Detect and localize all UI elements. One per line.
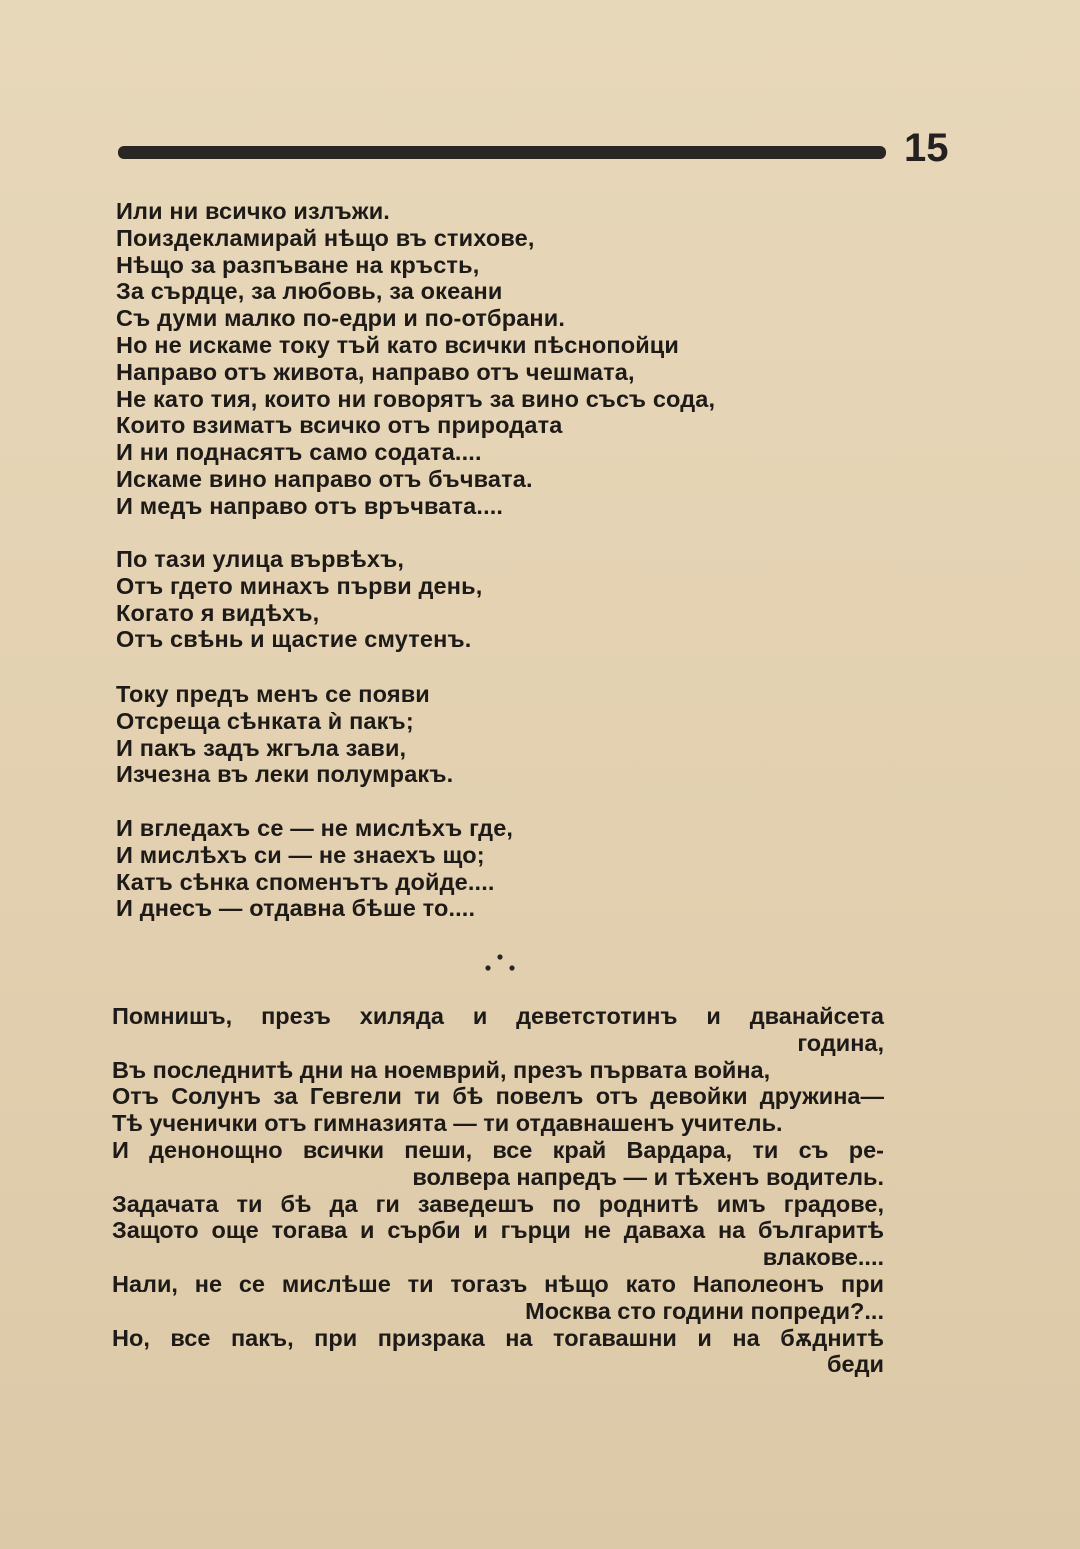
prose-line: И денонощно всички пеши, все край Вардара, ти съ ре- <box>112 1136 884 1163</box>
verse-line: И вгледахъ се — не мислѣхъ где, <box>116 815 514 841</box>
verse-line: Или ни всичко излъжи. <box>116 198 390 224</box>
verse-line: Изчезна въ леки полумракъ. <box>116 761 454 788</box>
verse-line: И днесъ — отдавна бѣше то.... <box>116 895 476 922</box>
verse-line: Поиздекламирай нѣщо въ стихове, <box>116 224 535 251</box>
verse-line: Отсреща сѣнката ѝ пакъ; <box>116 707 414 734</box>
verse-line: Искаме вино направо отъ бъчвата. <box>116 465 533 492</box>
header-rule <box>118 146 886 159</box>
verse-line: Не като тия, които ни говорятъ за вино съсъ сода, <box>116 385 716 412</box>
prose-line: Тѣ ученички отъ гимназията — ти отдавнашенъ учитель. <box>112 1110 783 1137</box>
stanza-2 <box>116 546 482 653</box>
prose-line: Нали, не се мислѣше ти тогазъ нѣщо като Наполеонъ при <box>112 1270 884 1297</box>
verse-line: За сърдце, за любовь, за океани <box>116 278 503 305</box>
prose-line: волвера напредъ — и тѣхенъ водитель. <box>412 1163 884 1190</box>
verse-line: Току предъ менъ се появи <box>116 681 430 707</box>
verse-line: Отъ свѣнь и щастие смутенъ. <box>116 626 472 653</box>
prose-passage <box>112 1003 884 1378</box>
verse-line: Нѣщо за разпъване на кръсть, <box>116 251 480 278</box>
prose-line: беди <box>827 1351 884 1378</box>
verse-line: И медъ направо отъ връчвата.... <box>116 492 504 519</box>
verse-line: Когато я видѣхъ, <box>116 599 320 626</box>
prose-line: Защото още тогава и сърби и гърци не даваха на българитѣ <box>112 1217 884 1244</box>
verse-line: Съ думи малко по-едри и по-отбрани. <box>116 305 566 332</box>
stanza-3 <box>116 681 453 788</box>
verse-line: И пакъ задъ жгъла зави, <box>116 734 407 761</box>
verse-line: Направо отъ живота, направо отъ чешмата, <box>116 358 635 385</box>
stanza-4 <box>116 815 513 922</box>
asterism-ornament <box>470 948 530 978</box>
verse-line: И мислѣхъ си — не знаехъ що; <box>116 841 485 868</box>
page-number: 15 <box>904 126 949 170</box>
prose-line: влакове.... <box>762 1244 884 1271</box>
prose-line: Отъ Солунъ за Гевгели ти бѣ повелъ отъ девойки дружина— <box>112 1083 884 1110</box>
verse-line: Отъ гдето минахъ първи день, <box>116 572 483 599</box>
verse-line: Но не искаме току тъй като всички пѣснопойци <box>116 331 679 358</box>
prose-line: година, <box>797 1029 884 1056</box>
verse-line: По тази улица вървѣхъ, <box>116 546 405 572</box>
prose-line: Москва сто години попреди?... <box>525 1297 884 1324</box>
prose-line: Но, все пакъ, при призрака на тогавашни и на бѫднитѣ <box>112 1324 884 1351</box>
verse-line: И ни поднасятъ само содата.... <box>116 439 482 466</box>
verse-line: Катъ сѣнка споменътъ дойде.... <box>116 868 495 895</box>
prose-line: Въ последнитѣ дни на ноемврий, презъ първата война, <box>112 1056 771 1083</box>
verse-line: Които взиматъ всичко отъ природата <box>116 412 563 439</box>
prose-line: Помнишъ, презъ хиляда и деветстотинъ и дванайсета <box>112 1003 884 1029</box>
stanza-1 <box>116 198 715 520</box>
prose-line: Задачата ти бѣ да ги заведешъ по роднитѣ имъ градове, <box>112 1190 884 1217</box>
